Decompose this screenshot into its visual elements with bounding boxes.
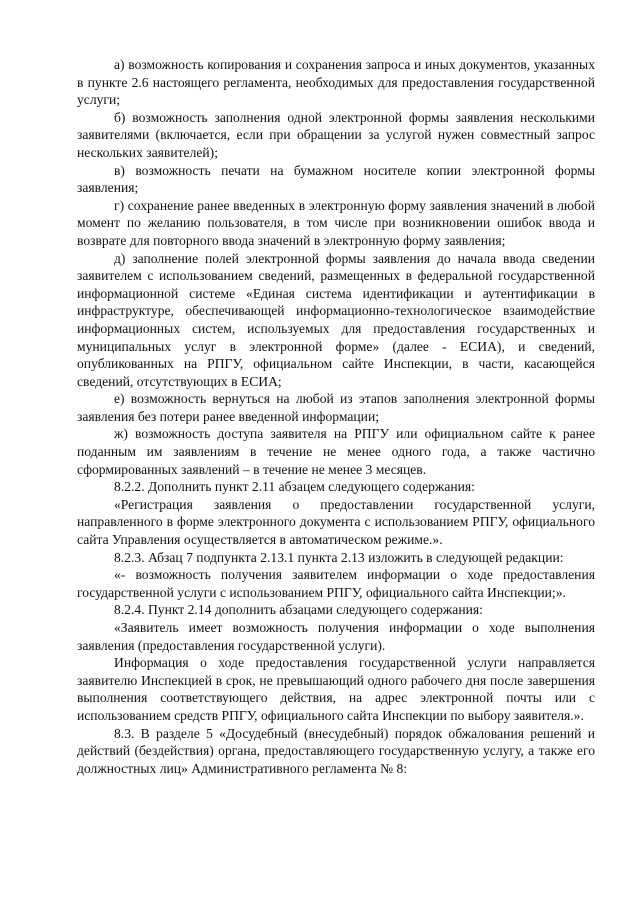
paragraph-item-zh: ж) возможность доступа заявителя на РПГУ или официальном сайте к ранее поданным им заявлениям в течение не менее одного года, а также частично сформированных заявлений – в течение не менее 3 месяцев. <box>77 426 595 477</box>
paragraph-8-2-3-quote: «- возможность получения заявителем информации о ходе предоставления государственной услуги с использованием РПГУ, официального сайта Инспекции;». <box>77 567 595 600</box>
paragraph-8-2-4-quote-1: «Заявитель имеет возможность получения информации о ходе выполнения заявления (предоставления государственной услуги). <box>77 620 595 653</box>
paragraph-8-2-3: 8.2.3. Абзац 7 подпункта 2.13.1 пункта 2.13 изложить в следующей редакции: <box>114 549 564 565</box>
paragraph-item-b: б) возможность заполнения одной электронной формы заявления несколькими заявителями (включается, если при обращении за услугой нужен совместный запрос нескольких заявителей); <box>77 109 595 160</box>
paragraph-8-3: 8.3. В разделе 5 «Досудебный (внесудебный) порядок обжалования решений и действий (бездействия) органа, предоставляющего государственную услугу, а также его должностных лиц» Административного регламента № 8: <box>77 725 595 776</box>
document-page <box>77 56 595 777</box>
paragraph-item-d: д) заполнение полей электронной формы заявления до начала ввода сведении заявителем с использованием сведений, размещенных в федеральной государственной информационной системе «Единая система идентификации и аутентификации в инфраструктуре, обеспечивающей информационно-технологическое взаимодействие информационных систем, используемых для предоставления государственных и муниципальных услуг в электронной форме» (далее - ЕСИА), и сведений, опубликованных на РПГУ, официальном сайте Инспекции, в части, касающейся сведений, отсутствующих в ЕСИА; <box>77 250 595 389</box>
paragraph-8-2-4-quote-2: Информация о ходе предоставления государственной услуги направляется заявителю Инспекцией в срок, не превышающий одного рабочего дня после завершения выполнения соответствующего действия, на адрес электронной почты или с использованием средств РПГУ, официального сайта Инспекции по выбору заявителя.». <box>77 655 595 723</box>
paragraph-8-2-2: 8.2.2. Дополнить пункт 2.11 абзацем следующего содержания: <box>114 479 475 495</box>
paragraph-item-g: г) сохранение ранее введенных в электронную форму заявления значений в любой момент по желанию пользователя, в том числе при возникновении ошибок ввода и возврате для повторного ввода значений в электронную форму заявления; <box>77 197 595 248</box>
paragraph-item-a: а) возможность копирования и сохранения запроса и иных документов, указанных в пункте 2.6 настоящего регламента, необходимых для предоставления государственной услуги; <box>77 57 595 108</box>
paragraph-item-e: е) возможность вернуться на любой из этапов заполнения электронной формы заявления без потери ранее введенной информации; <box>77 391 595 424</box>
paragraph-8-2-4: 8.2.4. Пункт 2.14 дополнить абзацами следующего содержания: <box>114 602 483 618</box>
paragraph-item-v: в) возможность печати на бумажном носителе копии электронной формы заявления; <box>77 162 595 196</box>
paragraph-8-2-2-quote: «Регистрация заявления о предоставлении государственной услуги, направленного в форме электронного документа с использованием РПГУ, официального сайта Управления осуществляется в автоматическом режиме.». <box>77 496 595 548</box>
